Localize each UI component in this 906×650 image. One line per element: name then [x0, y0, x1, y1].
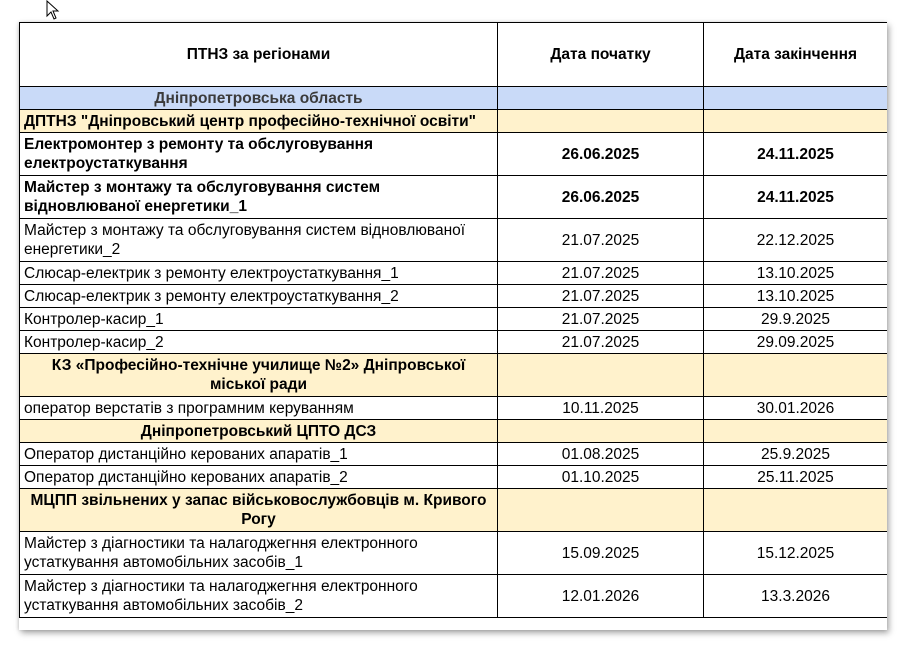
end-date: 15.12.2025	[704, 532, 888, 575]
start-date: 21.07.2025	[498, 308, 704, 331]
table-row	[20, 331, 888, 354]
table-row	[20, 466, 888, 489]
header-regions: ПТНЗ за регіонами	[20, 23, 498, 87]
start-date: 21.07.2025	[498, 219, 704, 262]
table-row	[20, 133, 888, 176]
end-date: 30.01.2026	[704, 397, 888, 420]
start-date: 15.09.2025	[498, 532, 704, 575]
start-date: 26.06.2025	[498, 176, 704, 219]
end-date: 22.12.2025	[704, 219, 888, 262]
empty-cell	[498, 87, 704, 110]
table-row	[20, 219, 888, 262]
end-date: 13.10.2025	[704, 285, 888, 308]
end-date: 13.3.2026	[704, 575, 888, 618]
institution-name: ДПТНЗ "Дніпровський центр професійно-технічної освіти"	[20, 110, 498, 133]
empty-cell	[704, 87, 888, 110]
start-date: 21.07.2025	[498, 262, 704, 285]
empty-cell	[704, 110, 888, 133]
spreadsheet-table-container	[19, 22, 887, 630]
institution-name: МЦПП звільнених у запас військовослужбовців м. Кривого Рогу	[20, 489, 498, 532]
empty-cell	[498, 110, 704, 133]
header-end-date: Дата закінчення	[704, 23, 888, 87]
start-date: 10.11.2025	[498, 397, 704, 420]
region-name: Дніпропетровська область	[20, 87, 498, 110]
table-row	[20, 308, 888, 331]
end-date: 13.10.2025	[704, 262, 888, 285]
table-row	[20, 397, 888, 420]
table-row	[20, 176, 888, 219]
start-date: 01.10.2025	[498, 466, 704, 489]
empty-cell	[498, 420, 704, 443]
institution-name: КЗ «Професійно-технічне училище №2» Дніпровської міської ради	[20, 354, 498, 397]
end-date: 25.9.2025	[704, 443, 888, 466]
institution-row	[20, 489, 888, 532]
start-date: 21.07.2025	[498, 285, 704, 308]
mouse-pointer-icon	[46, 0, 64, 22]
empty-cell	[704, 354, 888, 397]
institution-row	[20, 110, 888, 133]
end-date: 25.11.2025	[704, 466, 888, 489]
program-name: Майстер з діагностики та налагоджегння електронного устаткування автомобільних засобів_2	[20, 575, 498, 618]
empty-cell	[704, 420, 888, 443]
header-start-date: Дата початку	[498, 23, 704, 87]
region-row	[20, 87, 888, 110]
table-row	[20, 532, 888, 575]
table-row	[20, 262, 888, 285]
empty-cell	[498, 489, 704, 532]
program-name: Оператор дистанційно керованих апаратів_2	[20, 466, 498, 489]
program-name: Слюсар-електрик з ремонту електроустаткування_1	[20, 262, 498, 285]
start-date: 26.06.2025	[498, 133, 704, 176]
institution-row	[20, 420, 888, 443]
empty-cell	[498, 354, 704, 397]
training-schedule-table	[19, 22, 887, 618]
end-date: 29.09.2025	[704, 331, 888, 354]
start-date: 21.07.2025	[498, 331, 704, 354]
program-name: Майстер з монтажу та обслуговування систем відновлюваної енергетики_1	[20, 176, 498, 219]
institution-row	[20, 354, 888, 397]
start-date: 12.01.2026	[498, 575, 704, 618]
end-date: 24.11.2025	[704, 133, 888, 176]
program-name: Контролер-касир_1	[20, 308, 498, 331]
table-row	[20, 443, 888, 466]
program-name: Оператор дистанційно керованих апаратів_1	[20, 443, 498, 466]
empty-cell	[704, 489, 888, 532]
table-row	[20, 575, 888, 618]
program-name: Майстер з монтажу та обслуговування систем відновлюваної енергетики_2	[20, 219, 498, 262]
program-name: Слюсар-електрик з ремонту електроустаткування_2	[20, 285, 498, 308]
program-name: оператор верстатів з програмним керуванням	[20, 397, 498, 420]
start-date: 01.08.2025	[498, 443, 704, 466]
program-name: Електромонтер з ремонту та обслуговування електроустаткування	[20, 133, 498, 176]
institution-name: Дніпропетровський ЦПТО ДСЗ	[20, 420, 498, 443]
end-date: 24.11.2025	[704, 176, 888, 219]
program-name: Майстер з діагностики та налагоджегння електронного устаткування автомобільних засобів_1	[20, 532, 498, 575]
program-name: Контролер-касир_2	[20, 331, 498, 354]
table-header-row	[20, 23, 888, 87]
table-row	[20, 285, 888, 308]
end-date: 29.9.2025	[704, 308, 888, 331]
